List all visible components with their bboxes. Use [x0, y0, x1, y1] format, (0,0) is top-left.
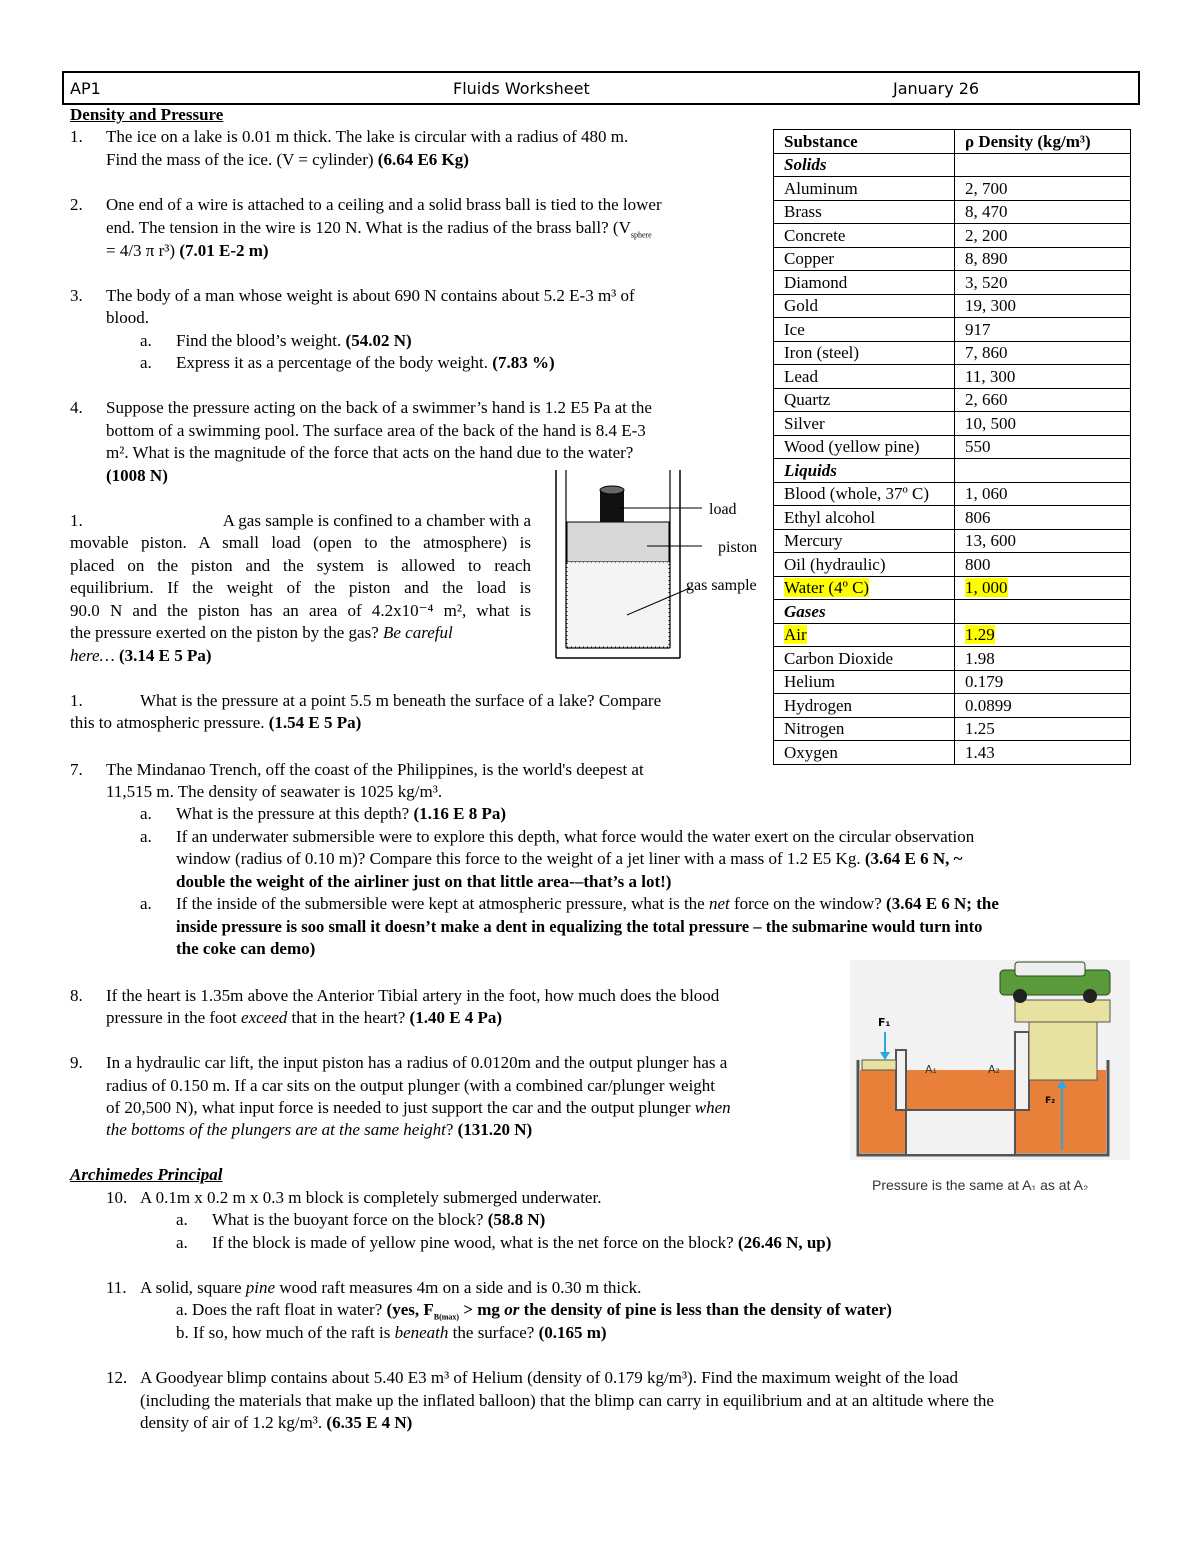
substance-cell: Silver	[774, 412, 955, 436]
q8-exceed: exceed	[241, 1008, 288, 1027]
table-row	[774, 177, 1131, 201]
density-cell: 8, 470	[955, 200, 1131, 224]
table-row	[774, 741, 1131, 765]
density-cell: 806	[955, 506, 1131, 530]
substance-cell: Blood (whole, 37º C)	[774, 482, 955, 506]
a2-label: A₂	[988, 1063, 1000, 1076]
q3a-text: Find the blood’s weight.	[176, 331, 342, 350]
q12-answer: (6.35 E 4 N)	[326, 1413, 413, 1432]
substance-cell	[774, 576, 955, 600]
q7-line1: The Mindanao Trench, off the coast of the Philippines, is the world's deepest at	[106, 760, 644, 779]
q3b	[176, 352, 555, 375]
course-label: AP1	[70, 79, 101, 98]
q11a-subscript: B(max)	[433, 1312, 460, 1322]
substance-cell: Aluminum	[774, 177, 955, 201]
q5-line3: placed on the piston and the system is allowed to reach	[70, 556, 531, 575]
table-row	[774, 482, 1131, 506]
highlighted-substance: Water (4º C)	[784, 578, 870, 598]
substance-cell: Helium	[774, 670, 955, 694]
q9-number: 9.	[70, 1053, 83, 1072]
table-row	[774, 388, 1131, 412]
q8-text: pressure in the foot	[106, 1008, 237, 1027]
q7c-net: net	[708, 894, 730, 913]
q11b-beneath: beneath	[394, 1323, 449, 1342]
table-row	[774, 694, 1131, 718]
q3a-label: a.	[140, 331, 152, 350]
density-cell: 8, 890	[955, 247, 1131, 271]
q7-number: 7.	[70, 760, 83, 779]
substance-cell: Diamond	[774, 271, 955, 295]
worksheet-title: Fluids Worksheet	[453, 79, 590, 98]
worksheet-date: January 26	[893, 79, 980, 98]
q5-line1: A gas sample is confined to a chamber with a	[222, 511, 531, 530]
output-plunger	[1029, 1020, 1097, 1080]
q3a	[176, 330, 412, 353]
table-row	[774, 529, 1131, 553]
q7-line2: 11,515 m. The density of seawater is 1025 kg/m³.	[106, 782, 443, 801]
piston-chamber-diagram	[552, 470, 772, 662]
table-row	[774, 200, 1131, 224]
q5-line4: equilibrium. If the weight of the piston and the load is	[70, 578, 531, 597]
density-cell: 7, 860	[955, 341, 1131, 365]
q7b-line2	[176, 848, 962, 871]
table-row	[774, 318, 1131, 342]
q4-answer: (1008 N)	[106, 466, 168, 485]
q5-line7	[70, 645, 212, 668]
density-cell: 550	[955, 435, 1131, 459]
section-archimedes: Archimedes Principal	[70, 1165, 223, 1184]
table-header-row	[774, 130, 1131, 154]
density-cell: 917	[955, 318, 1131, 342]
q10-line1: A 0.1m x 0.2 m x 0.3 m block is completely submerged underwater.	[140, 1188, 602, 1207]
hydraulic-lift-diagram	[850, 960, 1130, 1190]
q2-subscript: sphere	[630, 230, 652, 240]
gas-sample-label: gas sample	[686, 577, 757, 594]
q11a	[176, 1299, 892, 1322]
substance-cell: Wood (yellow pine)	[774, 435, 955, 459]
q11a-answer3: the density of pine is less than the density of water)	[523, 1300, 892, 1319]
q5-line5: 90.0 N and the piston has an area of 4.2x10⁻⁴ m², what is	[70, 601, 531, 620]
q7b-answer: (3.64 E 6 N, ~	[864, 849, 963, 868]
q12-number: 12.	[106, 1368, 128, 1387]
q9-line1: In a hydraulic car lift, the input piston has a radius of 0.0120m and the output plunger has a	[106, 1053, 728, 1072]
q3a-answer: (54.02 N)	[345, 331, 412, 350]
density-cell: 0.179	[955, 670, 1131, 694]
density-cell: 1.98	[955, 647, 1131, 671]
substance-cell: Gases	[774, 600, 955, 624]
q11b	[176, 1322, 607, 1345]
load-block	[600, 490, 624, 522]
section-density-pressure: Density and Pressure	[70, 105, 224, 124]
table-category-row	[774, 153, 1131, 177]
table-row	[774, 576, 1131, 600]
q9-line2: radius of 0.150 m. If a car sits on the output plunger (with a combined car/plunger weight	[106, 1076, 716, 1095]
q7c-text2: force on the window?	[734, 894, 882, 913]
substance-cell: Carbon Dioxide	[774, 647, 955, 671]
q11b-text2: the surface?	[452, 1323, 535, 1342]
q11a-or: or	[504, 1300, 520, 1319]
substance-cell: Gold	[774, 294, 955, 318]
density-cell: 0.0899	[955, 694, 1131, 718]
q2-line2	[106, 217, 652, 240]
q6-line1: What is the pressure at a point 5.5 m beneath the surface of a lake? Compare	[140, 691, 662, 710]
q8-answer: (1.40 E 4 Pa)	[409, 1008, 503, 1027]
table-row	[774, 506, 1131, 530]
density-cell: 10, 500	[955, 412, 1131, 436]
q10b-text: If the block is made of yellow pine wood, what is the net force on the block?	[212, 1233, 734, 1252]
q11-line1	[140, 1277, 641, 1300]
table-row	[774, 247, 1131, 271]
q7c-label: a.	[140, 894, 152, 913]
q12-line1: A Goodyear blimp contains about 5.40 E3 m³ of Helium (density of 0.179 kg/m³). Find the maximum weight of the load	[140, 1368, 959, 1387]
density-cell: 3, 520	[955, 271, 1131, 295]
q1-number: 1.	[70, 127, 83, 146]
substance-cell: Ethyl alcohol	[774, 506, 955, 530]
q9-when: when	[694, 1098, 731, 1117]
q9-text: of 20,500 N), what input force is needed to just support the car and the output plunger	[106, 1098, 691, 1117]
substance-cell: Brass	[774, 200, 955, 224]
q7b-text: window (radius of 0.10 m)? Compare this force to the weight of a jet liner with a mass of 1.2 E5 Kg.	[176, 849, 861, 868]
q1-line1: The ice on a lake is 0.01 m thick. The lake is circular with a radius of 480 m.	[106, 127, 629, 146]
q9-answer: (131.20 N)	[457, 1120, 533, 1139]
q10b-label: a.	[176, 1233, 188, 1252]
substance-cell	[774, 623, 955, 647]
q7a-label: a.	[140, 804, 152, 823]
q6-text: this to atmospheric pressure.	[70, 713, 265, 732]
density-cell: 2, 700	[955, 177, 1131, 201]
highlighted-substance: Air	[784, 625, 807, 645]
density-cell	[955, 153, 1131, 177]
q7a-text: What is the pressure at this depth?	[176, 804, 410, 823]
load-label: load	[709, 501, 737, 518]
hydraulic-caption: Pressure is the same at A₁ as at A₂	[872, 1177, 1089, 1190]
q7c-text: If the inside of the submersible were kept at atmospheric pressure, what is the	[176, 894, 705, 913]
q11b-text: b. If so, how much of the raft is	[176, 1323, 391, 1342]
q3b-label: a.	[140, 353, 152, 372]
q3-number: 3.	[70, 286, 83, 305]
table-row	[774, 553, 1131, 577]
q7b-answer-cont: double the weight of the airliner just on that little area-–that’s a lot!)	[176, 872, 672, 891]
q2-line1: One end of a wire is attached to a ceiling and a solid brass ball is tied to the lower	[106, 195, 662, 214]
q5-text: the pressure exerted on the piston by the gas?	[70, 623, 379, 642]
substance-cell: Oil (hydraulic)	[774, 553, 955, 577]
table-row	[774, 435, 1131, 459]
highlighted-density: 1, 000	[965, 578, 1008, 598]
q7c-answer: (3.64 E 6 N; the	[886, 894, 999, 913]
table-row	[774, 717, 1131, 741]
highlighted-density: 1.29	[965, 625, 995, 645]
substance-cell: Copper	[774, 247, 955, 271]
q3b-answer: (7.83 %)	[492, 353, 555, 372]
q10a-text: What is the buoyant force on the block?	[212, 1210, 484, 1229]
q6-answer: (1.54 E 5 Pa)	[268, 713, 362, 732]
substance-cell: Iron (steel)	[774, 341, 955, 365]
q8-line2	[106, 1007, 502, 1030]
table-row	[774, 341, 1131, 365]
q11-pine: pine	[245, 1278, 276, 1297]
q8-number: 8.	[70, 986, 83, 1005]
q7c-answer-cont: inside pressure is soo small it doesn’t make a dent in equalizing the total pressure – the submarine would turn into	[176, 917, 983, 936]
q2-answer: (7.01 E-2 m)	[179, 241, 269, 260]
density-cell: 800	[955, 553, 1131, 577]
substance-header: Substance	[774, 130, 955, 154]
q12-line2: (including the materials that make up the inflated balloon) that the blimp can carry in equilibrium and at an altitude where the	[140, 1391, 994, 1410]
q5-line2: movable piston. A small load (open to the atmosphere) is	[70, 533, 531, 552]
table-row	[774, 271, 1131, 295]
q9-italic: the bottoms of the plungers are at the same height	[106, 1120, 446, 1139]
q1-text: Find the mass of the ice. (V = cylinder)	[106, 150, 374, 169]
q9-line4	[106, 1119, 532, 1142]
q2-line3	[106, 240, 269, 263]
density-cell: 11, 300	[955, 365, 1131, 389]
q11a-text: a. Does the raft float in water?	[176, 1300, 383, 1319]
q10b	[212, 1232, 831, 1255]
q3b-text: Express it as a percentage of the body weight.	[176, 353, 489, 372]
density-cell: 1, 060	[955, 482, 1131, 506]
density-cell: 1.43	[955, 741, 1131, 765]
q7c-line1	[176, 893, 999, 916]
table-row	[774, 365, 1131, 389]
q9-line3	[106, 1097, 731, 1120]
q4-number: 4.	[70, 398, 83, 417]
q5-careful: Be careful	[383, 623, 453, 642]
table-category-row	[774, 600, 1131, 624]
input-piston	[862, 1060, 896, 1070]
q7a	[176, 803, 506, 826]
a1-label: A₁	[925, 1063, 937, 1076]
q4-line3: m². What is the magnitude of the force that acts on the hand due to the water?	[106, 443, 634, 462]
q4-line1: Suppose the pressure acting on the back of a swimmer’s hand is 1.2 E5 Pa at the	[106, 398, 652, 417]
gas-sample	[567, 562, 669, 647]
q11b-answer: (0.165 m)	[538, 1323, 607, 1342]
f2-label: F₂	[1045, 1096, 1056, 1106]
density-header: ρ Density (kg/m³)	[955, 130, 1131, 154]
q8-text2: that in the heart?	[291, 1008, 406, 1027]
substance-cell: Ice	[774, 318, 955, 342]
q1-answer: (6.64 E6 Kg)	[377, 150, 469, 169]
f1-label: F₁	[878, 1016, 891, 1029]
density-cell: 19, 300	[955, 294, 1131, 318]
q2-formula: = 4/3 π r³)	[106, 241, 176, 260]
q2-number: 2.	[70, 195, 83, 214]
q3-line1: The body of a man whose weight is about 690 N contains about 5.2 E-3 m³ of	[106, 286, 635, 305]
table-row	[774, 224, 1131, 248]
density-cell: 1.25	[955, 717, 1131, 741]
table-row	[774, 412, 1131, 436]
q9-qmark: ?	[445, 1120, 454, 1139]
substance-cell: Quartz	[774, 388, 955, 412]
density-cell	[955, 459, 1131, 483]
q7a-answer: (1.16 E 8 Pa)	[413, 804, 507, 823]
q10a	[212, 1209, 545, 1232]
q6-number: 1.	[70, 691, 83, 710]
substance-cell: Hydrogen	[774, 694, 955, 718]
substance-cell: Lead	[774, 365, 955, 389]
q1-line2	[106, 149, 469, 172]
q11-number: 11.	[106, 1278, 127, 1297]
substance-cell: Liquids	[774, 459, 955, 483]
piston-label: piston	[718, 539, 758, 556]
q7b-label: a.	[140, 827, 152, 846]
q7c-answer-end: the coke can demo)	[176, 939, 316, 958]
worksheet-header	[62, 71, 1140, 105]
substance-cell: Solids	[774, 153, 955, 177]
density-cell: 2, 200	[955, 224, 1131, 248]
q2-text: end. The tension in the wire is 120 N. What is the radius of the brass ball? (V	[106, 218, 631, 237]
q11a-answer: (yes, F	[386, 1300, 434, 1319]
density-table	[773, 129, 1131, 765]
piston	[567, 522, 669, 562]
substance-cell: Oxygen	[774, 741, 955, 765]
substance-cell: Concrete	[774, 224, 955, 248]
q4-line2: bottom of a swimming pool. The surface area of the back of the hand is 8.4 E-3	[106, 421, 646, 440]
q12-line3	[140, 1412, 412, 1435]
q5-number: 1.	[70, 511, 83, 530]
q10a-answer: (58.8 N)	[487, 1210, 546, 1229]
q8-line1: If the heart is 1.35m above the Anterior Tibial artery in the foot, how much does the blood	[106, 986, 720, 1005]
q7b-line1: If an underwater submersible were to explore this depth, what force would the water exert on the circular observation	[176, 827, 975, 846]
substance-cell: Mercury	[774, 529, 955, 553]
table-row	[774, 647, 1131, 671]
density-cell	[955, 600, 1131, 624]
density-cell	[955, 576, 1131, 600]
q10-number: 10.	[106, 1188, 128, 1207]
table-category-row	[774, 459, 1131, 483]
table-row	[774, 294, 1131, 318]
density-cell	[955, 623, 1131, 647]
q5-line6	[70, 622, 531, 645]
density-cell: 13, 600	[955, 529, 1131, 553]
q5-here: here…	[70, 646, 115, 665]
table-row	[774, 623, 1131, 647]
q11a-answer2: > mg	[463, 1300, 500, 1319]
q10b-answer: (26.46 N, up)	[737, 1233, 832, 1252]
q5-answer: (3.14 E 5 Pa)	[118, 646, 212, 665]
density-cell: 2, 660	[955, 388, 1131, 412]
table-row	[774, 670, 1131, 694]
q6-line2	[70, 712, 361, 735]
q10a-label: a.	[176, 1210, 188, 1229]
q12-text: density of air of 1.2 kg/m³.	[140, 1413, 323, 1432]
q11-text2: wood raft measures 4m on a side and is 0.30 m thick.	[279, 1278, 642, 1297]
q11-text: A solid, square	[140, 1278, 242, 1297]
substance-cell: Nitrogen	[774, 717, 955, 741]
q3-line2: blood.	[106, 308, 149, 327]
